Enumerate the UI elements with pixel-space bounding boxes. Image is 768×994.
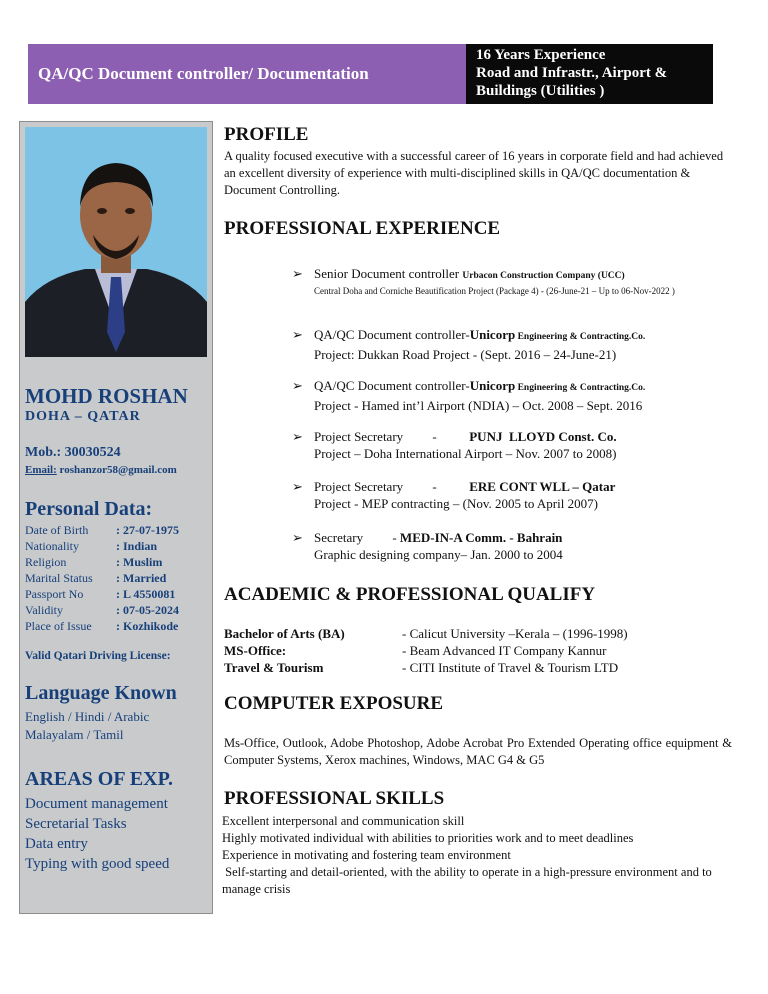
degree: Bachelor of Arts (BA) <box>224 626 345 641</box>
exp-detail: Project – Doha International Airport – Nov. 2007 to 2008) <box>314 446 617 461</box>
pd-label: Passport No <box>25 587 84 601</box>
personal-data-row <box>25 570 179 586</box>
exp-detail: Project: Dukkan Road Project - (Sept. 2016 – 24-June-21) <box>314 347 617 362</box>
area-item: Secretarial Tasks <box>25 816 127 832</box>
skill-item: Excellent interpersonal and communication skill <box>222 814 465 828</box>
skill-item: Experience in motivating and fostering team environment <box>222 848 511 862</box>
experience-line: Buildings (Utilities ) <box>476 83 605 99</box>
skills-list <box>222 813 742 898</box>
pd-value: : 07-05-2024 <box>116 603 179 617</box>
experience-line: 16 Years Experience <box>476 47 606 63</box>
area-item: Typing with good speed <box>25 856 170 872</box>
personal-data-row <box>25 522 179 538</box>
email-value: roshanzor58@gmail.com <box>56 464 177 476</box>
exp-company-suffix: Engineering & Contracting.Co. <box>515 383 646 393</box>
experience-item <box>292 478 615 512</box>
language-heading: Language Known <box>25 682 177 704</box>
language-item: Malayalam / Tamil <box>25 727 124 742</box>
computer-text: Ms-Office, Outlook, Adobe Photoshop, Adobe Acrobat Pro Extended Operating office equipment & Computer Systems, Xerox machines, Windows, MAC G4 & G5 <box>224 736 732 767</box>
academic-table <box>224 625 628 676</box>
exp-detail: Project - Hamed int’l Airport (NDIA) – Oct. 2008 – Sept. 2016 <box>314 398 643 413</box>
pd-value: : Indian <box>116 539 158 553</box>
arrow-bullet-icon: ➢ <box>292 429 303 444</box>
person-location: DOHA – QATAR <box>25 409 141 424</box>
exp-detail: Project - MEP contracting – (Nov. 2005 to April 2007) <box>314 496 598 511</box>
institute: - Beam Advanced IT Company Kannur <box>402 643 607 658</box>
pd-value: : Married <box>116 571 167 585</box>
personal-data-row <box>25 586 179 602</box>
pd-label: Date of Birth <box>25 523 89 537</box>
profile-heading: PROFILE <box>224 124 309 145</box>
area-item: Document management <box>25 796 168 812</box>
academic-row <box>224 659 628 676</box>
pd-label: Nationality <box>25 539 79 553</box>
exp-company-suffix: Engineering & Contracting.Co. <box>515 332 646 342</box>
email-line <box>25 464 177 476</box>
experience-item <box>292 428 617 462</box>
personal-data-row <box>25 618 179 634</box>
header-title-bar <box>28 44 466 104</box>
pd-value: : Kozhikode <box>116 619 179 633</box>
language-item: English / Hindi / Arabic <box>25 709 150 724</box>
personal-data-table <box>25 522 179 634</box>
skill-item: Highly motivated individual with abilities to priorities work and to meet deadlines <box>222 831 634 845</box>
arrow-bullet-icon: ➢ <box>292 530 303 545</box>
exp-company: PUNJ LLOYD Const. Co. <box>469 429 617 444</box>
arrow-bullet-icon: ➢ <box>292 378 303 393</box>
exp-detail: Central Doha and Corniche Beautification Project (Package 4) - (26-June-21 – Up to 06-Nov-2022 ) <box>314 286 675 296</box>
exp-role: Secretary - <box>314 530 400 545</box>
exp-role: Project Secretary - <box>314 479 437 494</box>
experience-item <box>292 326 645 363</box>
exp-company: Unicorp <box>469 327 516 342</box>
personal-data-row <box>25 554 179 570</box>
area-item: Data entry <box>25 836 88 852</box>
experience-item <box>292 265 714 298</box>
email-label: Email: <box>25 464 57 476</box>
skills-heading: PROFESSIONAL SKILLS <box>224 788 445 809</box>
experience-heading: PROFESSIONAL EXPERIENCE <box>224 218 501 239</box>
pd-label: Marital Status <box>25 571 93 585</box>
personal-data-row <box>25 602 179 618</box>
exp-role: QA/QC Document controller- <box>314 327 470 342</box>
language-list <box>25 708 149 744</box>
personal-data-heading: Personal Data: <box>25 498 153 520</box>
exp-company: MED-IN-A Comm. - Bahrain <box>399 530 563 545</box>
areas-list <box>25 794 169 874</box>
mobile-number: Mob.: 30030524 <box>25 445 121 460</box>
experience-item <box>292 529 563 563</box>
personal-data-row <box>25 538 179 554</box>
arrow-bullet-icon: ➢ <box>292 479 303 494</box>
arrow-bullet-icon: ➢ <box>292 266 303 281</box>
pd-label: Place of Issue <box>25 619 92 633</box>
pd-value: : 27-07-1975 <box>116 523 179 537</box>
header-experience-box <box>466 44 713 104</box>
pd-value: : Muslim <box>116 555 163 569</box>
exp-company: Unicorp <box>469 378 516 393</box>
pd-label: Religion <box>25 555 67 569</box>
profile-photo <box>25 127 207 357</box>
degree: MS-Office: <box>224 643 287 658</box>
institute: - Calicut University –Kerala – (1996-1998) <box>402 626 628 641</box>
person-portrait-icon <box>25 127 207 357</box>
academic-heading: ACADEMIC & PROFESSIONAL QUALIFY <box>224 584 596 605</box>
computer-heading: COMPUTER EXPOSURE <box>224 693 444 714</box>
sidebar <box>19 121 213 914</box>
arrow-bullet-icon: ➢ <box>292 327 303 342</box>
academic-row <box>224 642 628 659</box>
skill-item: Self-starting and detail-oriented, with the ability to operate in a high-pressure environment and to manage crisis <box>222 865 715 896</box>
areas-heading: AREAS OF EXP. <box>25 768 173 790</box>
job-title: QA/QC Document controller/ Documentation <box>38 64 369 83</box>
exp-role: Project Secretary - <box>314 429 437 444</box>
exp-company: Urbacon Construction Company (UCC) <box>462 271 625 281</box>
exp-company: ERE CONT WLL – Qatar <box>469 479 616 494</box>
experience-item <box>292 377 645 414</box>
exp-role: Senior Document controller <box>314 266 463 281</box>
institute: - CITI Institute of Travel & Tourism LTD <box>402 660 619 675</box>
academic-row <box>224 625 628 642</box>
exp-detail: Graphic designing company– Jan. 2000 to 2004 <box>314 547 563 562</box>
driving-license: Valid Qatari Driving License: <box>25 650 171 662</box>
experience-line: Road and Infrastr., Airport & <box>476 65 668 81</box>
pd-value: : L 4550081 <box>116 587 176 601</box>
person-name: MOHD ROSHAN <box>25 384 188 408</box>
profile-text: A quality focused executive with a successful career of 16 years in corporate field and had achieved an excellent diversity of experience with multi-disciplined skills in QA/QC documentation & Document Controlling. <box>224 149 724 197</box>
exp-role: QA/QC Document controller- <box>314 378 470 393</box>
degree: Travel & Tourism <box>224 660 324 675</box>
pd-label: Validity <box>25 603 63 617</box>
